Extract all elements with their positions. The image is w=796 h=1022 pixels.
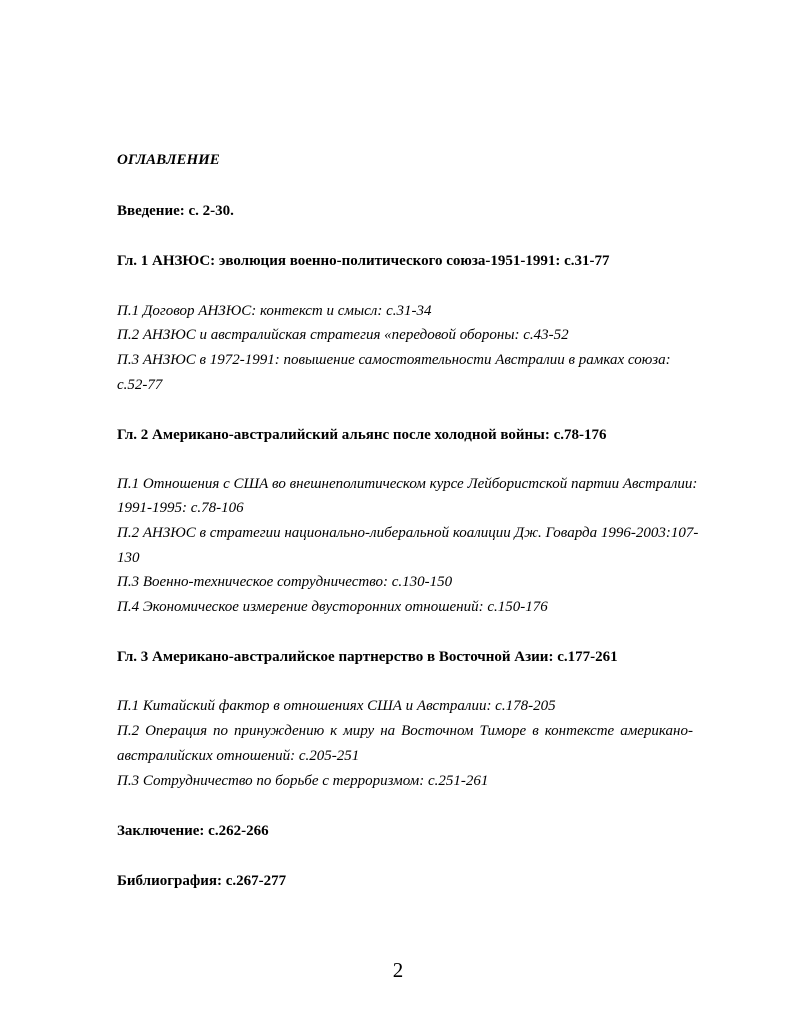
toc-title: ОГЛАВЛЕНИЕ [117,152,220,168]
toc-conclusion: Заключение: с.262-266 [117,823,269,839]
chapter1-item-1: П.1 Договор АНЗЮС: контекст и смысл: с.31-34 [117,303,432,319]
chapter3-item-3: П.3 Сотрудничество по борьбе с терроризмом: с.251-261 [117,773,489,789]
chapter2-item-4: П.4 Экономическое измерение двусторонних отношений: с.150-176 [117,599,548,615]
chapter2-title: Гл. 2 Американо-австралийский альянс после холодной войны: с.78-176 [117,427,607,443]
chapter3-item-1: П.1 Китайский фактор в отношениях США и Австралии: с.178-205 [117,698,556,714]
chapter1-title: Гл. 1 АНЗЮС: эволюция военно-политического союза-1951-1991: с.31-77 [117,253,610,269]
chapter1-item-3: П.3 АНЗЮС в 1972-1991: повышение самостоятельности Австралии в рамках союза: [117,352,671,368]
toc-bibliography: Библиография: с.267-277 [117,873,287,889]
chapter3-title: Гл. 3 Американо-австралийское партнерство в Восточной Азии: с.177-261 [117,649,618,665]
page-number: 2 [392,958,404,982]
chapter2-item-2-cont: 130 [117,550,140,566]
chapter2-item-1-cont: 1991-1995: с.78-106 [117,500,244,516]
chapter2-item-2: П.2 АНЗЮС в стратегии национально-либеральной коалиции Дж. Говарда 1996-2003:107- [117,525,699,541]
chapter2-item-3: П.3 Военно-техническое сотрудничество: с.130-150 [117,574,453,590]
chapter1-item-3-cont: с.52-77 [117,377,163,393]
chapter2-item-1: П.1 Отношения с США во внешнеполитическом курсе Лейбористской партии Австралии: [117,476,698,492]
chapter3-item-2-cont: австралийских отношений: с.205-251 [117,748,360,764]
chapter3-item-2: П.2 Операция по принуждению к миру на Восточном Тиморе в контексте американо- [117,723,693,739]
toc-intro: Введение: с. 2-30. [117,203,234,219]
chapter1-item-2: П.2 АНЗЮС и австралийская стратегия «передовой обороны: с.43-52 [117,327,569,343]
